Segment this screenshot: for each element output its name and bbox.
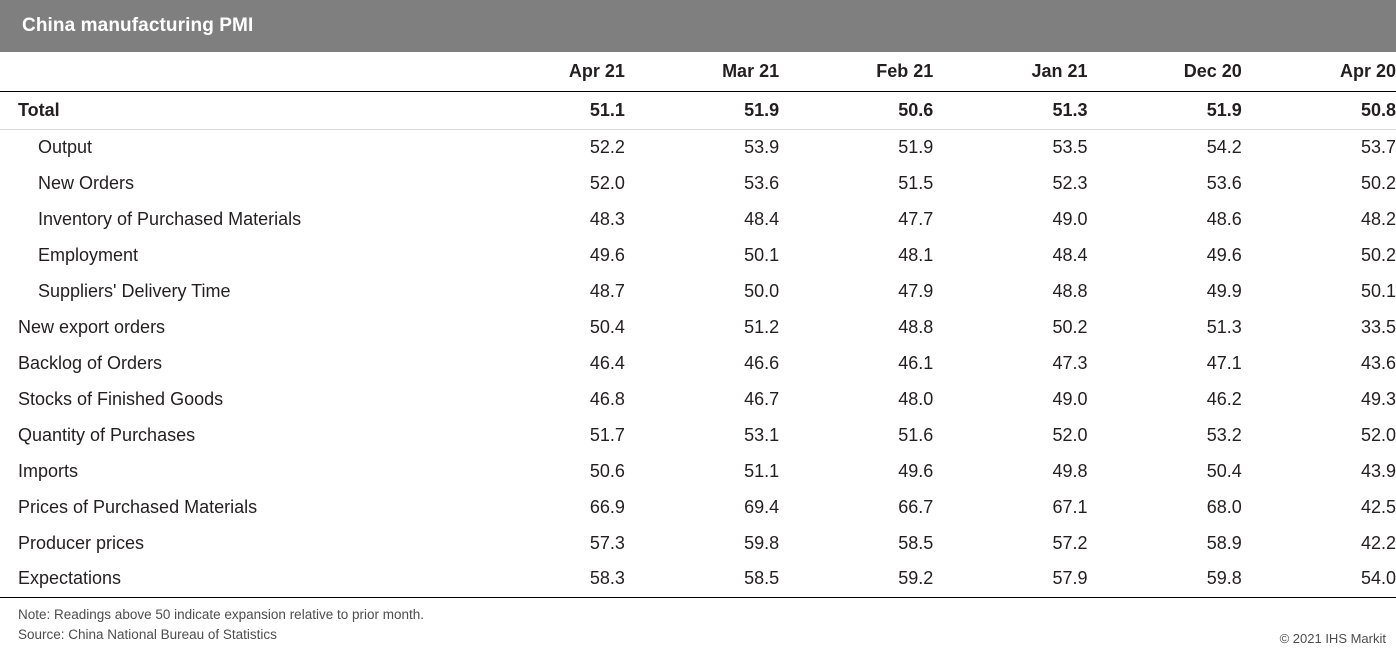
- table-cell: 49.0: [1052, 388, 1088, 409]
- table-cell: 54.2: [1206, 136, 1242, 157]
- column-header-apr-20: Apr 20: [1242, 52, 1396, 91]
- row-label: Expectations: [0, 561, 471, 597]
- table-cell: 54.0: [1242, 561, 1396, 597]
- table-cell: 49.8: [1052, 460, 1088, 481]
- table-cell: 53.9: [744, 136, 780, 157]
- table-header: [0, 52, 1396, 91]
- table-cell: 52.3: [1052, 172, 1088, 193]
- table-cell: 57.9: [933, 561, 1087, 597]
- pmi-data-table: [0, 52, 1396, 598]
- table-row: [0, 91, 1396, 129]
- table-body: [0, 91, 1396, 597]
- table-cell: 42.2: [1360, 532, 1396, 553]
- table-cell: 59.2: [779, 561, 933, 597]
- table-row: [0, 273, 1396, 309]
- table-cell: 47.3: [1052, 352, 1088, 373]
- table-cell: 49.9: [1206, 280, 1242, 301]
- table-cell: 48.6: [1206, 208, 1242, 229]
- row-label: Output: [38, 136, 93, 157]
- table-cell: 57.3: [589, 532, 625, 553]
- table-cell: 50.6: [779, 91, 933, 129]
- table-cell: 49.6: [898, 460, 934, 481]
- table-cell: 50.4: [1206, 460, 1242, 481]
- table-cell: 53.6: [1206, 172, 1242, 193]
- table-row: [0, 417, 1396, 453]
- row-label: New export orders: [18, 316, 166, 337]
- table-cell: 46.1: [898, 352, 934, 373]
- row-label: Imports: [18, 460, 79, 481]
- table-cell: 50.1: [744, 244, 780, 265]
- table-cell: 53.6: [744, 172, 780, 193]
- table-cell: 58.9: [1206, 532, 1242, 553]
- table-cell: 53.2: [1206, 424, 1242, 445]
- row-label: Prices of Purchased Materials: [18, 496, 258, 517]
- table-cell: 51.6: [898, 424, 934, 445]
- column-header-feb-21: Feb 21: [779, 52, 933, 91]
- table-cell: 48.4: [1052, 244, 1088, 265]
- row-label: Backlog of Orders: [18, 352, 163, 373]
- column-header-dec-20: Dec 20: [1088, 52, 1242, 91]
- footnote-note: Note: Readings above 50 indicate expansion relative to prior month.: [18, 606, 424, 622]
- table-cell: 50.2: [1052, 316, 1088, 337]
- table-cell: 46.7: [744, 388, 780, 409]
- table-cell: 48.3: [589, 208, 625, 229]
- row-label: New Orders: [38, 172, 135, 193]
- table-cell: 46.6: [744, 352, 780, 373]
- table-cell: 53.1: [744, 424, 780, 445]
- table-cell: 46.4: [589, 352, 625, 373]
- table-cell: 52.0: [1052, 424, 1088, 445]
- table-cell: 50.8: [1242, 91, 1396, 129]
- table-cell: 48.4: [744, 208, 780, 229]
- table-cell: 43.6: [1360, 352, 1396, 373]
- table-cell: 51.3: [1206, 316, 1242, 337]
- table-cell: 51.2: [744, 316, 780, 337]
- table-cell: 49.0: [1052, 208, 1088, 229]
- figure-title-bar: [0, 0, 1396, 52]
- table-cell: 43.9: [1360, 460, 1396, 481]
- row-label: Inventory of Purchased Materials: [38, 208, 302, 229]
- column-header-jan-21: Jan 21: [933, 52, 1087, 91]
- table-cell: 59.8: [744, 532, 780, 553]
- row-label: Quantity of Purchases: [18, 424, 196, 445]
- table-row: [0, 453, 1396, 489]
- table-cell: 48.2: [1360, 208, 1396, 229]
- row-label: Employment: [38, 244, 139, 265]
- table-row: [0, 237, 1396, 273]
- table-cell: 53.5: [1052, 136, 1088, 157]
- table-cell: 52.0: [589, 172, 625, 193]
- table-row: [0, 489, 1396, 525]
- table-cell: 66.9: [589, 496, 625, 517]
- table-cell: 48.8: [1052, 280, 1088, 301]
- table-cell: 51.9: [898, 136, 934, 157]
- copyright-label: © 2021 IHS Markit: [1279, 631, 1386, 647]
- table-cell: 46.8: [589, 388, 625, 409]
- table-cell: 48.8: [898, 316, 934, 337]
- table-cell: 50.6: [589, 460, 625, 481]
- column-header-label: [0, 52, 471, 91]
- table-cell: 47.9: [898, 280, 934, 301]
- table-cell: 50.2: [1360, 244, 1396, 265]
- column-header-apr-21: Apr 21: [471, 52, 625, 91]
- row-label: Stocks of Finished Goods: [18, 388, 224, 409]
- table-cell: 50.1: [1360, 280, 1396, 301]
- footnote-source: Source: China National Bureau of Statistics: [18, 627, 277, 643]
- table-cell: 51.9: [1088, 91, 1242, 129]
- table-cell: 51.1: [744, 460, 780, 481]
- table-cell: 48.7: [589, 280, 625, 301]
- row-label: Suppliers' Delivery Time: [38, 280, 231, 301]
- table-row: [0, 165, 1396, 201]
- table-cell: 66.7: [898, 496, 934, 517]
- table-cell: 50.2: [1360, 172, 1396, 193]
- table-cell: 47.7: [898, 208, 934, 229]
- table-cell: 51.5: [898, 172, 934, 193]
- table-cell: 53.7: [1360, 136, 1396, 157]
- table-cell: 57.2: [1052, 532, 1088, 553]
- table-cell: 58.5: [898, 532, 934, 553]
- table-cell: 69.4: [744, 496, 780, 517]
- column-header-mar-21: Mar 21: [625, 52, 779, 91]
- table-cell: 67.1: [1052, 496, 1088, 517]
- table-cell: 47.1: [1206, 352, 1242, 373]
- table-row: [0, 201, 1396, 237]
- table-cell: 50.4: [589, 316, 625, 337]
- table-cell: 48.0: [898, 388, 934, 409]
- table-cell: 58.5: [625, 561, 779, 597]
- table-cell: 50.0: [744, 280, 780, 301]
- table-cell: 33.5: [1360, 316, 1396, 337]
- table-cell: 59.8: [1088, 561, 1242, 597]
- page-title: China manufacturing PMI: [22, 15, 254, 36]
- table-cell: 51.1: [471, 91, 625, 129]
- table-row: [0, 129, 1396, 165]
- table-row: [0, 381, 1396, 417]
- table-cell: 49.6: [589, 244, 625, 265]
- row-label: Total: [0, 91, 471, 129]
- table-cell: 68.0: [1206, 496, 1242, 517]
- table-row: [0, 561, 1396, 597]
- figure-footer: [0, 598, 1396, 656]
- row-label: Producer prices: [18, 532, 145, 553]
- table-cell: 51.7: [589, 424, 625, 445]
- table-cell: 42.5: [1360, 496, 1396, 517]
- table-cell: 51.3: [933, 91, 1087, 129]
- table-header-row: [0, 52, 1396, 91]
- table-cell: 49.3: [1360, 388, 1396, 409]
- table-cell: 52.0: [1360, 424, 1396, 445]
- table-cell: 51.9: [625, 91, 779, 129]
- table-cell: 58.3: [471, 561, 625, 597]
- table-cell: 49.6: [1206, 244, 1242, 265]
- table-row: [0, 525, 1396, 561]
- table-row: [0, 309, 1396, 345]
- table-cell: 52.2: [589, 136, 625, 157]
- table-cell: 46.2: [1206, 388, 1242, 409]
- table-cell: 48.1: [898, 244, 934, 265]
- table-row: [0, 345, 1396, 381]
